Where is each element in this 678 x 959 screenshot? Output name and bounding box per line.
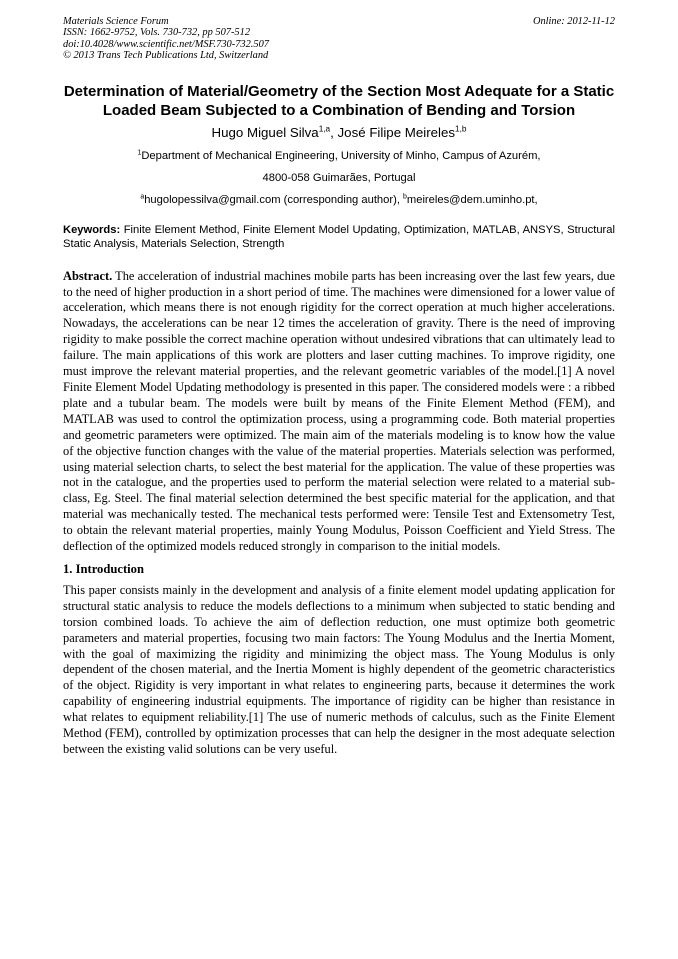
email-line — [63, 193, 615, 208]
abstract-text: The acceleration of industrial machines mobile parts has been increasing over the last few years, due to the need of higher production in a short period of time. The machines were dimensioned for a lower value of acceleration, which means there is not enough rigidity for the correct operation at much higher accelerations. Nowadays, the accelerations can be near 12 times the acceleration of gravity. There is the need of improving rigidity to make possible the correct machine operation without undesired vibrations that can ultimately lead to failure. The main applications of this work are plotters and laser cutting machines. To improve rigidity, one must improve the relevant material properties, and the relevant geometric variables of the model.[1] A novel Finite Element Model Updating methodology is presented in this paper. The considered models were : a ribbed plate and a tubular beam. The models were built by means of the Finite Element Method (FEM), and MATLAB was used to control the optimization process, using a programming code. Both material properties and geometric parameters were optimized. The main aim of the materials modeling is to know how the value of the objective function changes with the value of the material properties. Materials selection was performed, using material selection charts, to select the best material for the application. The value of these properties was not in the catalogue, and the properties used to perform the material selection were related to a material sub-class, Eg. Steel. The final material selection determined the best specific material for the application, and that material was mechanically tested. The mechanical tests performed were: Tensile Test and Extensometry Test, to obtain the relevant material properties, mainly Young Modulus, Poisson Coefficient and Yield Stress. The deflection of the optimized models reduced strongly in comparison to the initial models. — [63, 268, 615, 554]
affiliation-line-1 — [63, 149, 615, 164]
keywords-label: Keywords: — [63, 223, 121, 236]
author-superscript: 1,a — [318, 124, 331, 134]
author-name: José Filipe Meireles — [337, 124, 456, 140]
introduction-paragraph: This paper consists mainly in the development and analysis of a finite element model updating application for structural static analysis to reduce the models deflections to a minimum when subjected to static bending and torsion combined loads. To achieve the aim of deflection reduction, one must optimize both geometric parameters and material properties, focusing two main factors: The Young Modulus and the Inertia Moment, with the goal of maximizing the rigidity and minimizing the object mass. The Young Modulus is only dependent of the chosen material, and the Inertia Moment is highly dependent of the geometric characteristics of the object. Rigidity is very important in what relates to engineering parts, because it determines the work capability of engineering industrial equipments. The importance of rigidity can be higher than resistance in what relates to equipment reliability.[1] The use of numeric methods of calculus, such as the Finite Element Method (FEM), controlled by optimization processes that can help the designer in the most adequate selection between the existing valid solutions can be very useful. — [63, 582, 615, 756]
author-list — [63, 124, 615, 141]
section-heading-introduction: 1. Introduction — [63, 561, 144, 576]
abstract-paragraph — [63, 269, 615, 555]
keywords-text: Finite Element Method, Finite Element Model Updating, Optimization, MATLAB, ANSYS, Structural Static Analysis, Materials Selection, Strength — [63, 223, 615, 250]
affiliation-superscript: 1 — [137, 148, 142, 156]
email-b: meireles@dem.uminho.pt, — [406, 193, 538, 206]
keywords-paragraph — [63, 223, 615, 251]
email-superscript: b — [403, 192, 407, 200]
author-superscript: 1,b — [455, 124, 467, 134]
affiliation-text: Department of Mechanical Engineering, University of Minho, Campus of Azurém, — [141, 149, 541, 162]
email-a: hugolopessilva@gmail.com (corresponding author), — [144, 193, 404, 206]
abstract-label: Abstract. — [63, 268, 113, 283]
affiliation-line-2: 4800-058 Guimarães, Portugal — [262, 171, 416, 184]
doi-line: doi:10.4028/www.scientific.net/MSF.730-732.507 — [63, 38, 269, 50]
journal-header — [63, 16, 615, 62]
author-separator: , — [330, 124, 338, 140]
journal-name: Materials Science Forum — [63, 16, 169, 27]
paper-title: Determination of Material/Geometry of the Section Most Adequate for a Static Loaded Beam Subjected to a Combination of Bending and Torsion — [63, 82, 615, 119]
author-name: Hugo Miguel Silva — [211, 124, 319, 140]
email-superscript: a — [140, 192, 145, 200]
online-date: Online: 2012-11-12 — [532, 16, 615, 27]
issn-line: ISSN: 1662-9752, Vols. 730-732, pp 507-512 — [63, 27, 251, 39]
copyright-line: © 2013 Trans Tech Publications Ltd, Switzerland — [63, 50, 269, 62]
